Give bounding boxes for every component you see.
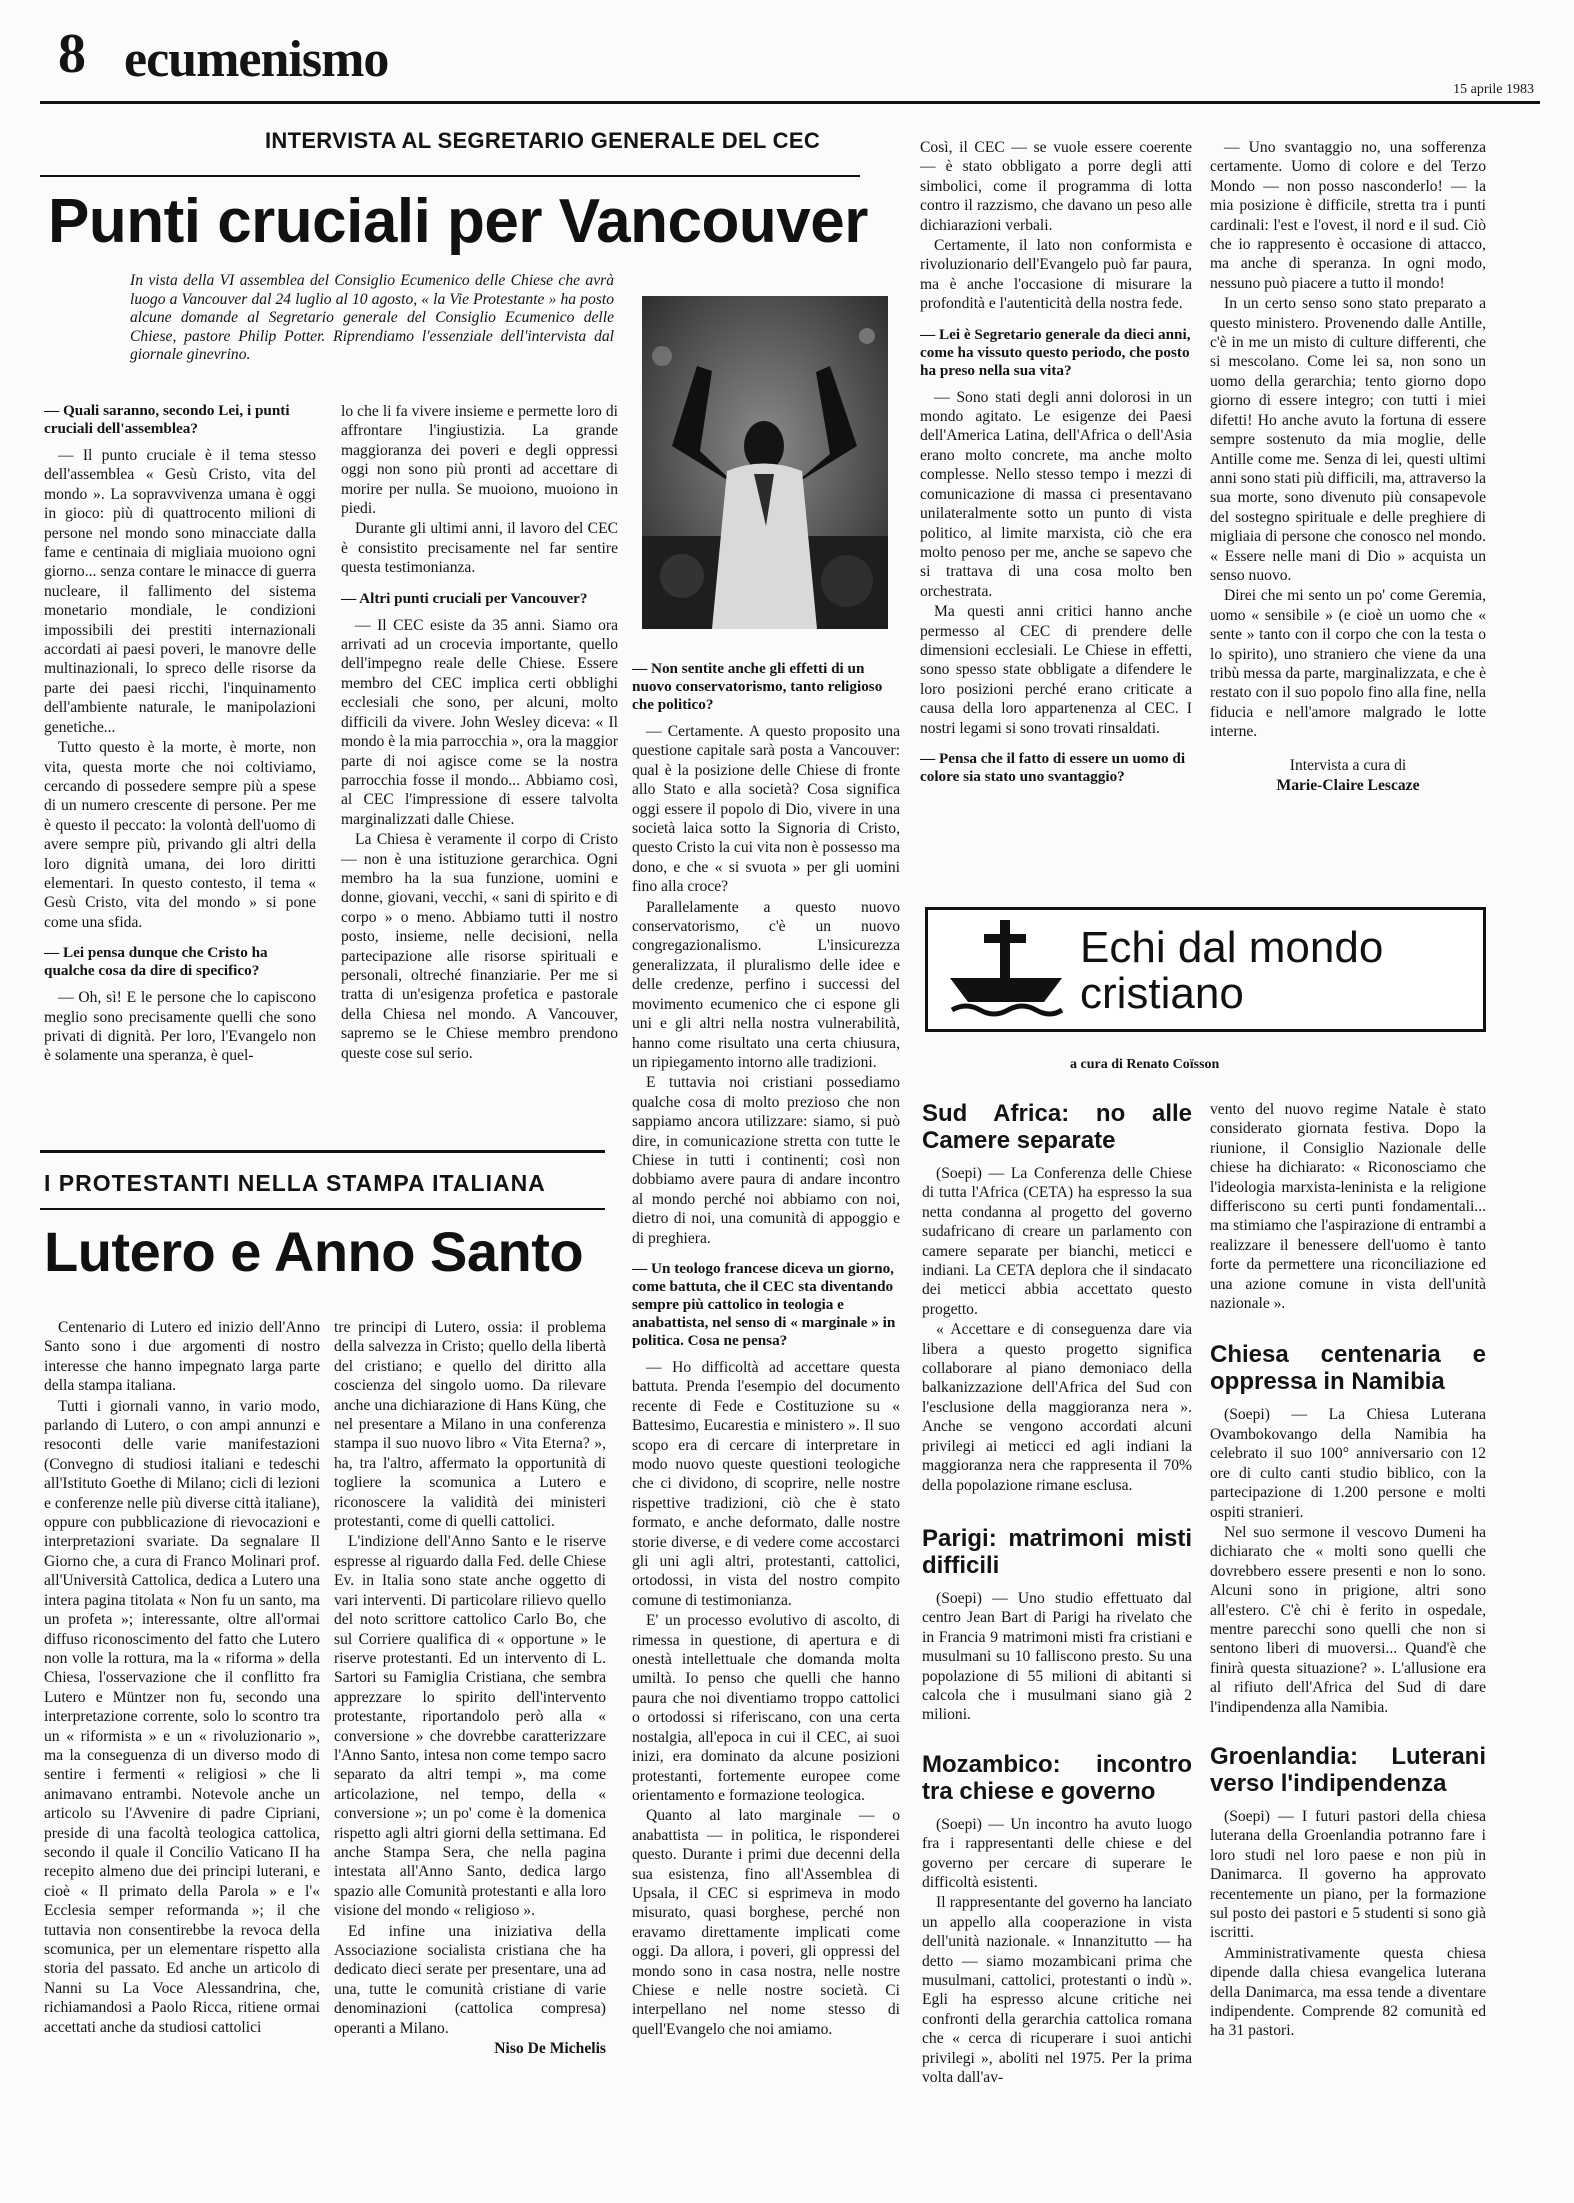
article2-top-rule [40,1150,605,1153]
paragraph: Tutto questo è la morte, è morte, non vita, questa morte che noi coltiviamo, cercando di possedere sempre più a spese di un numero crescente di persone. Per me è questo il peccato: la volontà dell'uomo di avere sempre più, privando gli altri della loro dignità umana, dei loro diritti elementari. In questo contesto, il tema « Gesù Cristo, vita del mondo » si pone come una sfida. [44,739,316,931]
question: — Non sentite anche gli effetti di un nuovo conservatorismo, tanto religioso che politico? [632,660,883,713]
news-headline: Chiesa centenaria e oppressa in Namibia [1210,1341,1486,1396]
paragraph: L'indizione dell'Anno Santo e le riserve espresse al riguardo dalla Fed. delle Chiese Ev. in Italia sono state anche oggetto di vari interventi. Di particolare rilievo quello del noto scrittore cattolico Carlo Bo, che sul Corriere qualifica di « opportune » le riserve protestanti. Ed un intervento di L. Sartori su Famiglia Cristiana, che sembra apprezzare lo spirito dell'intervento protestante, riportandolo però alla « conversione » che dovrebbe caratterizzare l'Anno Santo, intesa non come tempo sacro separato da altri tempi », ma come articolazione, nel tempo, della « conversione »; un po' come è la domenica rispetto agli altri giorni della settimana. Ed anche Stampa Sera, che nella pagina intestata all'Anno Santo, dedica largo spazio alle Comunità protestanti e alla loro visione del mondo « religioso ». [334,1533,606,1920]
cross-boat-icon [946,916,1066,1024]
paragraph: Ed infine una iniziativa della Associazione socialista cristiana che ha dedicato dieci serate per presentare, una ad una, tutte le comunità cristiane di varie denominazioni (cattolica compresa) operanti a Milano. [334,1922,606,2037]
paragraph: Parallelamente a questo nuovo conservatorismo, c'è un nuovo congregazionalismo. L'insicurezza generalizzata, il pluralismo delle idee e delle credenze, perfino i successi del movimento ecumenico che ci espone gli uni e gli altri nella nostra vulnerabilità, hanno come risultato una certa chiusura, un ripiegamento intorno alle tradizioni. [632,898,900,1071]
header-rule [40,101,1540,104]
article1-photo [642,296,888,629]
question: — Un teologo francese diceva un giorno, come battuta, che il CEC sta diventando sempre più cattolico in teologia e anabattista, nel senso di « marginale » in politica. Cosa ne pensa? [632,1259,896,1349]
paragraph: (Soepi) — Un incontro ha avuto luogo fra i rappresentanti delle chiese e del governo per cercare di superare le difficoltà esistenti. [922,1815,1192,1891]
article1-intro: In vista della VI assemblea del Consiglio Ecumenico delle Chiese che avrà luogo a Vancouver dal 24 luglio al 10 agosto, « la Vie Protestante » ha posto alcune domande al Segretario generale del Consiglio Ecumenico delle Chiese, pastore Philip Potter. Riprendiamo l'essenziale dell'intervista dal giornale ginevrino. [130,272,614,363]
paragraph: (Soepi) — La Conferenza delle Chiese di tutta l'Africa (CETA) ha espresso la sua netta condanna al progetto del governo sudafricano di creare un parlamento con camere separate per bianchi, meticci e indiani. La CETA deplora che il sindacato dei meticci abbia accettato questo progetto. [922,1165,1192,1318]
paragraph: La Chiesa è veramente il corpo di Cristo — non è una istituzione gerarchica. Ogni membro ha la sua funzione, uomini e donne, giovani, vecchi, « sani di spirito e di corpo » o meno. Abbiamo tutti il nostro posto, insieme, nelle decisioni, nella partecipazione alle risorse spirituali e personali, oltreché finanziarie. Per me si tratta di un'esigenza profetica e pastorale della Chiesa nel mondo. A Vancouver, sapremo se le Chiese membro prendono queste cose sul serio. [341,831,618,1062]
question: — Lei pensa dunque che Cristo ha qualche cosa da dire di specifico? [44,944,268,980]
interview-credit: Intervista a cura di [1289,756,1407,774]
echi-title-line2: cristiano [1080,969,1244,1018]
issue-date: 15 aprile 1983 [1453,82,1534,97]
echi-box [925,907,1486,1032]
paragraph: Durante gli ultimi anni, il lavoro del CEC è consistito precisamente nel far sentire questa testimonianza. [341,520,618,577]
article1-col1 [44,402,316,1142]
news-headline: Sud Africa: no alle Camere separate [922,1100,1192,1154]
echi-right-col [1210,1100,1486,2200]
article2-author: Niso De Michelis [494,2040,606,2058]
news-headline: Groenlandia: Luterani verso l'indipendenza [1210,1742,1486,1797]
echi-left-col [922,1100,1192,2200]
paragraph: — Uno svantaggio no, una sofferenza certamente. Uomo di colore e del Terzo Mondo — non posso nasconderlo! — la mia posizione è difficile, stretta tra i punti cardinali: l'est e l'ovest, il nord e il sud. Ciò che io rappresento è occasione di attacco, ma anche di speranza. In ogni modo, nessuno può piacere a tutto il mondo! [1210,139,1486,292]
paragraph: Centenario di Lutero ed inizio dell'Anno Santo sono i due argomenti di nostro interesse che hanno impegnato larga parte della stampa italiana. [44,1319,320,1395]
page-number: 8 [58,23,86,85]
article1-title: Punti cruciali per Vancouver [48,187,868,256]
paragraph: Direi che mi sento un po' come Geremia, uomo « sensibile » (e cioè un uomo che « sente » tanto con il corpo che con la testa o lo spirito), uno straniero che viene da una tribù messa da parte, marginalizzata, e che è restato con il suo popolo fino alla fine, nella fiducia e nell'amore malgrado le lotte interne. [1210,587,1486,741]
paragraph: Nel suo sermone il vescovo Dumeni ha dichiarato che « molti sono quelli che dovrebbero essere presenti e non lo sono. Alcuni sono in prigione, altri sono all'estero. C'è chi è ferito in ospedale, mentre parecchi sono quelli che non si sentono liberi di muoversi... Quand'è che finirà questa situazione? ». L'allusione era al rifiuto dell'Africa del Sud di dare l'indipendenza alla Namibia. [1210,1523,1486,1716]
paragraph: — Il CEC esiste da 35 anni. Siamo ora arrivati ad un crocevia importante, quello dell'impegno reale delle Chiese. Essere membro del CEC implica certi obblighi ecclesiali che sono, per alcuni, molto difficili da vivere. John Wesley diceva: « Il mondo è la mia parrocchia », ora la maggior parte di noi agisce come se la nostra parrocchia fosse il mondo... Abbiamo così, al CEC l'impressione di essere talvolta marginalizzati dalle Chiese. [341,616,618,828]
news-headline: Parigi: matrimoni misti difficili [922,1524,1192,1579]
question: — Pensa che il fatto di essere un uomo di colore sia stato uno svantaggio? [920,749,1186,785]
paragraph: Certamente, il lato non conformista e rivoluzionario dell'Evangelo può far paura, ma è anche l'occasione di misurare la profondità e l'autenticità della nostra fede. [920,237,1192,313]
kicker-rule [40,175,860,177]
paragraph: vento del nuovo regime Natale è stato considerato giornata festiva. Dopo la riunione, il Consiglio Nazionale delle chiese ha dichiarato: « Riconosciamo che l'ideologia marxista-leninista e la religione differiscono su certi punti fondamentali... ma stimiamo che l'aspirazione di entrambi a realizzare il benessere dell'uomo è tanto forte da permettere una riconciliazione ed una azione comune in vista dell'unità nazionale ». [1210,1101,1486,1313]
article2-kicker-rule [40,1208,605,1210]
paragraph: In un certo senso sono stato preparato a questo ministero. Provenendo dalle Antille, c'è in me un misto di culture differenti, che si mescolano. Come lei sa, non sono un uomo della gerarchia; tento giorno dopo giorno di essere integro; con tutti i miei difetti! Ho anche avuto la fortuna di essere sempre sostenuto da mia moglie, delle Antille come me. Senza di lei, questi ultimi anni sono stati più difficili, ma, attraverso la sua morte, sono divenuto più consapevole del sostegno spirituale e delle preghiere di migliaia di persone che conosco nel mondo. « Essere nelle mani di Dio » acquista un senso nuovo. [1210,295,1486,584]
paragraph: — Certamente. A questo proposito una questione capitale sarà posta a Vancouver: qual è la posizione delle Chiese di fronte allo Stato e alla società? Cosa significa oggi essere il popolo di Dio, vivere in una società laica sotto la Signoria di Cristo, questo Cristo la cui vita non è possesso ma dono, e che « si svuota » per gli uomini fino alla croce? [632,723,900,896]
paragraph: « Accettare e di conseguenza dare via libera a questo progetto significa collaborare al piano demoniaco della balkanizzazione dell'Africa del Sud con l'esclusione della maggioranza nera ». Anche se vengono accordati alcuni privilegi ai meticci ed agli indiani la maggioranza nera che rappresenta il 70% della popolazione rimane esclusa. [922,1321,1192,1494]
paragraph: (Soepi) — La Chiesa Luterana Ovambokovango della Namibia ha celebrato il suo 100° anniversario con 12 ore di culto canti studio biblico, con la partecipazione di 1.200 persone e molti ospiti stranieri. [1210,1406,1486,1521]
article1-col3 [632,660,900,2203]
paragraph: E tuttavia noi cristiani possediamo qualche cosa di molto prezioso che non sappiamo ancora utilizzare: siamo, si può dire, in comunicazione stretta con tutte le Chiese in tutti i continenti; così non dobbiamo avere paura di andare incontro al mondo perché noi abbiamo con noi, dietro di noi, una comunità di appoggio e di preghiera. [632,1074,900,1247]
paragraph: — Ho difficoltà ad accettare questa battuta. Prenda l'esempio del documento recente di Fede e Costituzione su « Battesimo, Eucarestia e ministero ». Il suo scopo era di cercare di interpretare in modo nuovo queste questioni teologiche che ci dividono, di scoprire, nelle nostre rispettive tradizioni, ciò che è stato formato, e anche deformato, dalle nostre storie diverse, e di vedere come accostarci gli uni agli altri, protestanti, cattolici, ortodossi, in vista del nostro compito comune di testimonianza. [632,1358,900,1609]
question: — Lei è Segretario generale da dieci anni, come ha vissuto questo periodo, che posto ha preso nella sua vita? [920,325,1191,379]
echi-title-line1: Echi dal mondo [1080,923,1384,972]
echi-credit: a cura di Renato Coïsson [1070,1057,1220,1072]
news-headline: Mozambico: incontro tra chiese e governo [922,1750,1192,1805]
article2-col1 [44,1318,320,2188]
paragraph: (Soepi) — Uno studio effettuato dal centro Jean Bart di Parigi ha rivelato che in Francia 9 matrimoni misti fra cristiani e musulmani su 10 falliscono presto. Su una popolazione di 55 milioni di abitanti si calcola che i musulmani siano già 2 milioni. [922,1589,1192,1724]
paragraph: Tutti i giornali vanno, in vario modo, parlando di Lutero, o con ampi annunzi e resoconti delle varie manifestazioni (Convegno di studiosi italiani e tedeschi all'Istituto Goethe di Milano; cicli di lezioni e conferenze nelle più diverse città italiane), oppure con pubblicazione di rievocazioni e interpretazioni svariate. Da segnalare Il Giorno che, a cura di Franco Molinari prof. all'Università Cattolica, dedica a Lutero una intera pagina titolata « Non fu un santo, ma un profeta »; interessante, oltre all'ormai diffuso riconoscimento del fatto che Lutero non volle la rottura, ma la « riforma » della Chiesa, l'osservazione che il conflitto fra Lutero e Müntzer non fu, secondo una interpretazione corrente, solo lo scontro tra un « riformista » e un « rivoluzionario », ma la conseguenza di un diverso modo di sentire i fermenti « religiosi » che li animavano entrambi. Notevole anche un articolo su l'Avvenire di padre Cipriani, preside di una facoltà teologica cattolica, secondo il quale il Concilio Vaticano II ha recepito almeno due dei principi luterani, e cioè « Il primato della Parola » e l'« Ecclesia semper reformanda »; il che tuttavia non consentirebbe la revoca della scomunica, per un elementare rispetto alla storia del passato. Ed anche un articolo di Nanni su La Voce Alessandrina, che, richiamandosi a Paolo Ricca, ritiene ormai accettati anche da studiosi cattolici [44,1397,320,2036]
paragraph: E' un processo evolutivo di ascolto, di rimessa in questione, di apertura e di onestà intellettuale che domanda molta umiltà. Io penso che quelli che hanno paura che noi diventiamo troppo cattolici o ortodossi si riferiscano, con una certa nostalgia, all'epoca in cui il CEC, ai suoi inizi, era dominato da alcune posizioni protestanti, fortemente europee come orientamento e formazione teologica. [632,1612,900,1804]
article2-col2 [334,1318,606,2188]
article1-kicker: INTERVISTA AL SEGRETARIO GENERALE DEL CEC [265,128,821,153]
paragraph: — Oh, sì! E le persone che lo capiscono meglio sono precisamente quelli che sono privati di dignità. Per loro, l'Evangelo non è solamente una speranza, è quel- [44,989,316,1065]
article1-col5 [1210,138,1486,898]
question: — Altri punti cruciali per Vancouver? [341,589,588,607]
paragraph: Così, il CEC — se vuole essere coerente — è stato obbligato a porre degli atti simbolici, come il programma di lotta contro il razzismo, che davano un peso alle dichiarazioni verbali. [920,139,1192,234]
article2-kicker: I PROTESTANTI NELLA STAMPA ITALIANA [44,1170,546,1196]
paragraph: Amministrativamente questa chiesa dipende dalla chiesa evangelica luterana della Danimarca, ma essa tende a diventare indipendente. Comprende 82 comunità ed ha 31 pastori. [1210,1944,1486,2040]
article1-col4 [920,138,1192,878]
article1-col2 [341,402,618,1142]
question: — Quali saranno, secondo Lei, i punti cruciali dell'assemblea? [44,402,290,437]
paragraph: — Il punto cruciale è il tema stesso dell'assemblea « Gesù Cristo, vita del mondo ». La sopravvivenza umana è oggi in gioco: più di quattrocento milioni di persone nel mondo sono minacciate dalla fame e centinaia di migliaia muoiono ogni giorno... senza contare le minacce di guerra nucleare, il fallimento del sistema monetario mondiale, le condizioni impossibili dei prestiti internazionali accordati ai paesi poveri, le manovre delle multinazionali, lo spreco delle risorse da parte dei paesi ricchi, l'inquinamento dell'ambiente naturale, le manipolazioni genetiche... [44,447,316,736]
paragraph: Ma questi anni critici hanno anche permesso al CEC di prendere delle dimensioni ecclesiali. Le Chiese in effetti, sono spesso state obbligate a difendere le loro posizioni perché erano criticate a causa della loro appartenenza al CEC. I nostri legami si sono trovati rinsaldati. [920,603,1192,737]
interview-author: Marie-Claire Lescaze [1276,777,1420,794]
paragraph: lo che li fa vivere insieme e permette loro di affrontare l'ingiustizia. La grande maggioranza dei poveri e degli oppressi oggi non sono più pronti ad accettare di morire per nulla. Se muoiono, muoiono in piedi. [341,403,618,518]
paragraph: (Soepi) — I futuri pastori della chiesa luterana della Groenlandia potranno fare i loro studi nel loro paese e non più in Danimarca. Il governo ha approvato recentemente un piano, per la formazione sul posto dei pastori e 5 studenti si sono già iscritti. [1210,1807,1486,1942]
paragraph: tre principi di Lutero, ossia: il problema della salvezza in Cristo; quello della libertà del cristiano; e quello del diritto alla coscienza del singolo uomo. Da rilevare anche una dichiarazione di Hans Küng, che nel presentare a Milano in una conferenza stampa il suo nuovo libro « Vita Eterna? », ha, tra l'altro, affermato la opportunità di togliere la scomunica a Lutero e riconoscere la validità dei ministeri protestanti, come di quelli cattolici. [334,1319,606,1531]
page-header [40,20,1540,100]
article2-title: Lutero e Anno Santo [44,1220,584,1283]
section-title: ecumenismo [124,31,389,88]
raised-arms-photo [642,296,888,629]
paragraph: Il rappresentante del governo ha lanciato un appello alla cooperazione in vista dell'unità nazionale. « Innanzitutto — ha detto — siamo mozambicani prima che musulmani, cattolici, protestanti o indù ». Egli ha espresso alcune critiche nei confronti della gerarchia cattolica romana che « cerca di ricuperare i suoi antichi privilegi », aboliti nel 1975. Per la prima volta dall'av- [922,1894,1192,2087]
paragraph: Quanto al lato marginale — o anabattista — in politica, le risponderei questo. Durante i primi due decenni della sua esistenza, fino all'Assemblea di Upsala, il CEC si esprimeva in modo misurato, quasi borghese, perché non eravamo direttamente implicati come oggi. Da allora, i poveri, gli oppressi del mondo sono in casa nostra, nelle nostre Chiese e nelle nostre società. Ci interpellano nel nome stesso di quell'Evangelo che noi amiamo. [632,1807,900,2038]
paragraph: — Sono stati degli anni dolorosi in un mondo agitato. Le esigenze dei Paesi dell'America Latina, dell'Africa o dell'Asia erano molto concrete, ma anche molto complesse. Nello stesso tempo i mezzi di comunicazione di massa ci presentavano unilateralmente sotto un punto di vista politico, al limite marxista, ciò che era molto penoso per me, anche se sapevo che si trattava di una cosa molto ben orchestrata. [920,388,1192,600]
